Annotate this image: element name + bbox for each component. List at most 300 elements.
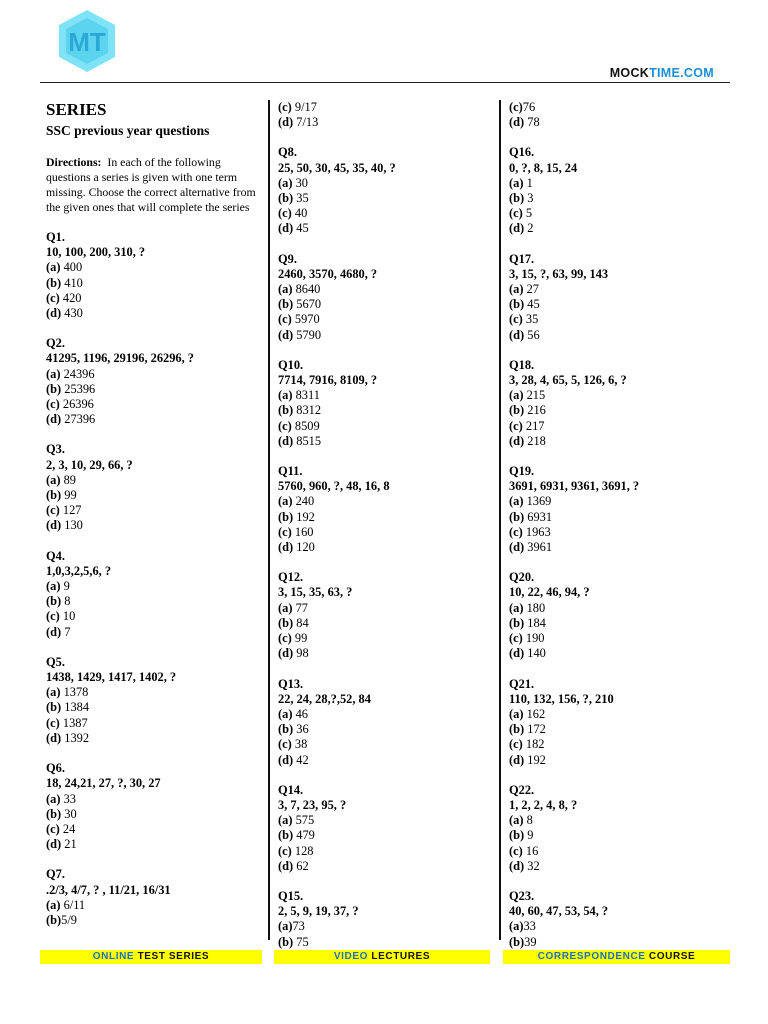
option-key: (a)	[46, 260, 61, 275]
option	[509, 601, 719, 616]
question-number: Q10.	[278, 357, 304, 372]
option-key: (b)	[278, 509, 294, 524]
option-key: (c)	[278, 631, 292, 646]
option	[46, 579, 261, 594]
option-key: (a)	[278, 388, 293, 403]
option-key: (d)	[278, 221, 294, 236]
option	[46, 397, 261, 412]
option-key: (a)	[509, 282, 524, 297]
option	[278, 540, 488, 555]
directions-label: Directions:	[46, 155, 102, 169]
option-value: 24396	[63, 366, 95, 381]
option-key: (b)	[46, 488, 62, 503]
directions	[46, 155, 261, 215]
option	[509, 191, 719, 206]
question-item	[278, 464, 488, 555]
option-value: 45	[296, 221, 309, 236]
option-value: 5670	[296, 297, 322, 312]
option	[46, 382, 261, 397]
option	[509, 388, 719, 403]
question-item	[278, 677, 488, 768]
brand-link[interactable]	[610, 66, 714, 80]
option	[278, 434, 488, 449]
header-divider	[40, 82, 730, 83]
option	[46, 306, 261, 321]
question-series: 7714, 7916, 8109, ?	[278, 373, 378, 388]
option-key: (b)	[278, 828, 294, 843]
option-value: 5790	[296, 327, 322, 342]
option-value: 2	[527, 221, 534, 236]
option-key: (c)	[46, 715, 60, 730]
question-series: 25, 50, 30, 45, 35, 40, ?	[278, 160, 396, 175]
option	[278, 646, 488, 661]
option-value: 84	[296, 615, 309, 630]
question-item	[509, 464, 719, 555]
option	[46, 807, 261, 822]
option	[278, 312, 488, 327]
option-key: (d)	[509, 858, 525, 873]
option	[46, 276, 261, 291]
option-value: 98	[296, 646, 309, 661]
column-1	[46, 100, 261, 928]
option	[46, 412, 261, 427]
option-value: 1384	[64, 700, 90, 715]
option-key: (b)	[46, 381, 62, 396]
option: (a)33	[509, 919, 536, 934]
option-value: 7	[64, 624, 71, 639]
option	[278, 601, 488, 616]
option-value: 430	[64, 306, 83, 321]
page-title: SERIES	[46, 100, 107, 119]
question-series: 3, 15, ?, 63, 99, 143	[509, 266, 609, 281]
question-item	[509, 783, 719, 874]
option-value: 216	[527, 403, 546, 418]
question-series: 41295, 1196, 29196, 26296, ?	[46, 351, 195, 366]
question-series: 1,0,3,2,5,6, ?	[46, 563, 112, 578]
option-value: 1369	[526, 494, 552, 509]
option-key: (d)	[278, 433, 294, 448]
option	[46, 792, 261, 807]
footer-correspondence-course[interactable]: CORRESPONDENCE COURSE	[503, 950, 730, 964]
option: (d) 78	[509, 115, 540, 130]
question-series: 3, 7, 23, 95, ?	[278, 797, 347, 812]
question-number: Q20.	[509, 570, 535, 585]
option	[278, 510, 488, 525]
option-value: 479	[296, 828, 315, 843]
question-item	[278, 783, 488, 874]
option-key: (d)	[46, 837, 62, 852]
question-series: 10, 22, 46, 94, ?	[509, 585, 590, 600]
option-value: 218	[527, 433, 546, 448]
option	[509, 510, 719, 525]
option	[278, 494, 488, 509]
option	[46, 685, 261, 700]
option-value: 217	[525, 418, 545, 433]
option-key: (b)	[509, 403, 525, 418]
option-key: (c)	[278, 843, 292, 858]
option	[509, 494, 719, 509]
option	[509, 722, 719, 737]
option	[509, 282, 719, 297]
option-value: 215	[526, 388, 546, 403]
option-key: (b)	[509, 828, 525, 843]
option-value: 26396	[62, 397, 94, 412]
option	[278, 525, 488, 540]
option-value: 27	[526, 282, 539, 297]
option-key: (b)	[46, 594, 62, 609]
question-series: 0, ?, 8, 15, 24	[509, 160, 578, 175]
column-divider	[499, 100, 501, 940]
question-series: 1, 2, 2, 4, 8, ?	[509, 797, 578, 812]
question-item	[46, 549, 261, 640]
question-series: 18, 24,21, 27, ?, 30, 27	[46, 776, 161, 791]
option-value: 8640	[295, 282, 321, 297]
option	[46, 700, 261, 715]
question-number: Q15.	[278, 888, 304, 903]
option	[278, 191, 488, 206]
question-number: Q11.	[278, 464, 303, 479]
option-value: 190	[525, 631, 545, 646]
question-series: 2, 3, 10, 29, 66, ?	[46, 457, 133, 472]
option-value: 35	[525, 312, 539, 327]
option-key: (a)	[509, 706, 524, 721]
question-series: 10, 100, 200, 310, ?	[46, 245, 146, 260]
footer-video-lectures[interactable]: VIDEO LECTURES	[274, 950, 490, 964]
option-key: (b)	[278, 722, 294, 737]
option	[46, 473, 261, 488]
question-number: Q12.	[278, 570, 304, 585]
option: (c)76	[509, 100, 536, 114]
option-key: (c)	[278, 206, 292, 221]
option-value: 9	[63, 579, 70, 594]
option: (c) 9/17	[278, 100, 317, 114]
option-key: (d)	[509, 433, 525, 448]
option-value: 130	[64, 518, 83, 533]
option-key: (b)	[46, 275, 62, 290]
option	[46, 731, 261, 746]
option-value: 1378	[63, 685, 89, 700]
option-key: (a)	[509, 813, 524, 828]
option-key: (d)	[46, 730, 62, 745]
option-value: 99	[64, 488, 77, 503]
option-key: (d)	[509, 752, 525, 767]
option-value: 127	[62, 503, 82, 518]
option-value: 128	[294, 843, 314, 858]
option-key: (c)	[46, 609, 60, 624]
question-number: Q22.	[509, 782, 535, 797]
option-key: (c)	[509, 206, 523, 221]
option	[509, 859, 719, 874]
question-item	[509, 145, 719, 236]
question-number: Q16.	[509, 145, 535, 160]
option-value: 27396	[64, 412, 96, 427]
option-value: 77	[295, 600, 308, 615]
option	[509, 828, 719, 843]
question-number: Q17.	[509, 251, 535, 266]
option	[509, 753, 719, 768]
question-series: 2460, 3570, 4680, ?	[278, 266, 378, 281]
question-number: Q2.	[46, 336, 65, 351]
page-subtitle: SSC previous year questions	[46, 123, 210, 138]
option	[278, 616, 488, 631]
option-key: (d)	[278, 858, 294, 873]
option-value: 400	[63, 260, 83, 275]
option-value: 240	[295, 494, 315, 509]
option	[509, 297, 719, 312]
option-key: (a)	[46, 472, 61, 487]
option-key: (b)	[509, 509, 525, 524]
question-item	[46, 230, 261, 321]
question-item	[278, 570, 488, 661]
option-key: (d)	[46, 306, 62, 321]
question-series: 3691, 6931, 9361, 3691, ?	[509, 479, 640, 494]
question-q15	[278, 889, 488, 950]
option	[509, 434, 719, 449]
option-value: 42	[296, 752, 309, 767]
option	[509, 737, 719, 752]
option	[46, 716, 261, 731]
option-value: 8311	[295, 388, 320, 403]
option: (d) 7/13	[278, 115, 319, 130]
footer-online-test-series[interactable]: ONLINE TEST SERIES	[40, 950, 262, 964]
option	[46, 518, 261, 533]
option-key: (c)	[509, 843, 523, 858]
question-list	[46, 230, 261, 852]
option-key: (a)	[278, 813, 293, 828]
option: (a) 6/11	[46, 897, 86, 912]
option-key: (c)	[509, 312, 523, 327]
column-2	[278, 100, 488, 950]
option-key: (d)	[509, 646, 525, 661]
question-number: Q5.	[46, 654, 65, 669]
question-number: Q18.	[509, 357, 535, 372]
question-number: Q13.	[278, 676, 304, 691]
question-number: Q21.	[509, 676, 535, 691]
option-value: 1963	[525, 524, 551, 539]
mt-hexagon-logo-icon	[56, 8, 118, 74]
question-q23	[509, 889, 719, 950]
option-key: (d)	[278, 327, 294, 342]
option	[46, 609, 261, 624]
option	[509, 206, 719, 221]
question-series: 5760, 960, ?, 48, 16, 8	[278, 479, 390, 494]
option-key: (d)	[278, 646, 294, 661]
option-value: 184	[527, 615, 546, 630]
option	[509, 525, 719, 540]
option	[509, 312, 719, 327]
option	[509, 540, 719, 555]
option	[46, 837, 261, 852]
option	[46, 291, 261, 306]
option	[278, 707, 488, 722]
option-value: 8	[64, 594, 71, 609]
option-value: 25396	[64, 381, 96, 396]
option-key: (d)	[46, 518, 62, 533]
option-value: 1	[526, 175, 533, 190]
option-value: 5970	[294, 312, 320, 327]
option	[509, 646, 719, 661]
option	[278, 297, 488, 312]
option	[278, 859, 488, 874]
question-item	[278, 145, 488, 236]
option-value: 8515	[296, 433, 322, 448]
option-value: 3	[527, 191, 534, 206]
option	[278, 221, 488, 236]
option	[509, 707, 719, 722]
option-value: 140	[527, 646, 546, 661]
column-3	[509, 100, 719, 950]
option	[278, 753, 488, 768]
option-key: (a)	[509, 175, 524, 190]
question-number: Q3.	[46, 442, 65, 457]
question-item	[46, 442, 261, 533]
option-value: 420	[62, 290, 82, 305]
option: (b)5/9	[46, 912, 77, 927]
option-key: (b)	[509, 722, 525, 737]
option	[278, 722, 488, 737]
question-series: 110, 132, 156, ?, 210	[509, 691, 614, 706]
option-value: 6931	[527, 509, 553, 524]
option-key: (c)	[509, 418, 523, 433]
option-key: (b)	[278, 297, 294, 312]
question-number: Q9.	[278, 251, 297, 266]
question-item	[278, 358, 488, 449]
option-key: (c)	[46, 397, 60, 412]
option-key: (c)	[509, 524, 523, 539]
option-key: (b)	[509, 191, 525, 206]
option	[278, 328, 488, 343]
question-item	[509, 358, 719, 449]
column-divider	[268, 100, 270, 940]
directions-text: In each of the following questions a series is given with one term missing. Choose the correct alternative from the given ones that will complete the series	[46, 155, 256, 214]
question-item	[509, 252, 719, 343]
option	[46, 488, 261, 503]
option	[278, 403, 488, 418]
option	[509, 328, 719, 343]
option-key: (a)	[278, 175, 293, 190]
option-key: (d)	[509, 540, 525, 555]
option-key: (a)	[46, 366, 61, 381]
option	[46, 260, 261, 275]
option-key: (d)	[509, 221, 525, 236]
option-value: 56	[527, 327, 540, 342]
option: (b) 75	[278, 934, 309, 949]
option-key: (c)	[46, 503, 60, 518]
option	[46, 625, 261, 640]
question-series: 1438, 1429, 1417, 1402, ?	[46, 670, 177, 685]
option	[278, 282, 488, 297]
option-value: 410	[64, 275, 83, 290]
option-key: (a)	[278, 494, 293, 509]
option-key: (b)	[278, 615, 294, 630]
option-key: (b)	[509, 615, 525, 630]
option-value: 33	[63, 791, 76, 806]
logo-text: MT	[68, 27, 106, 57]
option-key: (c)	[278, 418, 292, 433]
option-value: 192	[296, 509, 315, 524]
option-key: (d)	[46, 412, 62, 427]
question-item	[46, 655, 261, 746]
option	[46, 503, 261, 518]
option-key: (a)	[278, 282, 293, 297]
option	[278, 828, 488, 843]
option	[278, 176, 488, 191]
question-series: 2, 5, 9, 19, 37, ?	[278, 904, 359, 919]
option-value: 162	[526, 706, 546, 721]
option-key: (a)	[509, 600, 524, 615]
question-q7	[46, 867, 261, 928]
question-number: Q8.	[278, 145, 297, 160]
option	[278, 419, 488, 434]
option-key: (c)	[46, 821, 60, 836]
option-value: 30	[295, 175, 308, 190]
option-key: (d)	[278, 752, 294, 767]
question-number: Q4.	[46, 548, 65, 563]
option	[278, 737, 488, 752]
option-value: 9	[527, 828, 534, 843]
question-series: 22, 24, 28,?,52, 84	[278, 691, 371, 706]
option	[46, 822, 261, 837]
question-series: 3, 15, 35, 63, ?	[278, 585, 353, 600]
option-key: (c)	[278, 312, 292, 327]
option-value: 21	[64, 837, 77, 852]
question-item	[509, 570, 719, 661]
question-list	[509, 145, 719, 874]
option-value: 40	[294, 206, 308, 221]
option	[509, 616, 719, 631]
option-key: (a)	[509, 494, 524, 509]
option-key: (d)	[509, 327, 525, 342]
question-number: Q19.	[509, 464, 535, 479]
option-key: (d)	[46, 624, 62, 639]
option-value: 62	[296, 858, 309, 873]
option-value: 1387	[62, 715, 88, 730]
option	[278, 813, 488, 828]
option-value: 180	[526, 600, 546, 615]
option-key: (b)	[46, 700, 62, 715]
option-key: (b)	[509, 297, 525, 312]
option-value: 8	[526, 813, 533, 828]
option	[509, 813, 719, 828]
option-key: (a)	[509, 388, 524, 403]
option-value: 16	[525, 843, 539, 858]
option-value: 30	[64, 806, 77, 821]
option-value: 8509	[294, 418, 320, 433]
option	[278, 388, 488, 403]
option: (b)39	[509, 934, 537, 949]
option-value: 160	[294, 524, 314, 539]
option	[509, 419, 719, 434]
question-number: Q14.	[278, 782, 304, 797]
option-key: (c)	[509, 631, 523, 646]
option-key: (b)	[278, 191, 294, 206]
brand-part2: TIME.COM	[649, 66, 714, 80]
question-item	[46, 761, 261, 852]
option-value: 120	[296, 540, 315, 555]
option-key: (c)	[46, 290, 60, 305]
option-key: (c)	[509, 737, 523, 752]
option-value: 172	[527, 722, 546, 737]
option-key: (c)	[278, 737, 292, 752]
question-item	[46, 336, 261, 427]
option-value: 5	[525, 206, 533, 221]
option-key: (b)	[46, 806, 62, 821]
question-series: 3, 28, 4, 65, 5, 126, 6, ?	[509, 373, 627, 388]
option-value: 192	[527, 752, 546, 767]
option-value: 3961	[527, 540, 553, 555]
option-value: 38	[294, 737, 308, 752]
option-value: 99	[294, 631, 308, 646]
